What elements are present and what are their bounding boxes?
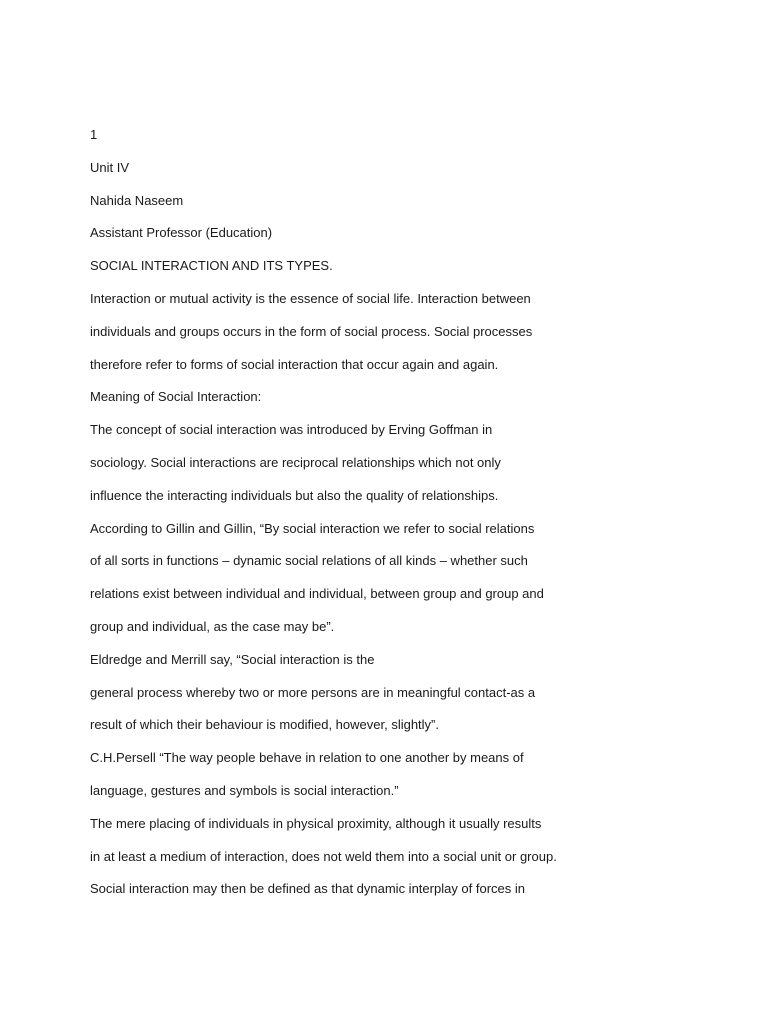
unit-heading: Unit IV xyxy=(90,159,130,175)
text-line: individuals and groups occurs in the form of social process. Social processes xyxy=(90,323,533,339)
text-line: group and individual, as the case may be”. xyxy=(90,618,335,634)
text-line: Interaction or mutual activity is the essence of social life. Interaction between xyxy=(90,290,531,306)
text-line: Eldredge and Merrill say, “Social interaction is the xyxy=(90,651,375,667)
text-line: Social interaction may then be defined as that dynamic interplay of forces in xyxy=(90,881,526,897)
text-line: According to Gillin and Gillin, “By social interaction we refer to social relations xyxy=(90,520,535,536)
text-line: language, gestures and symbols is social interaction.” xyxy=(90,782,399,798)
section-title: SOCIAL INTERACTION AND ITS TYPES. xyxy=(90,258,333,274)
document-body xyxy=(90,123,750,910)
text-line: sociology. Social interactions are reciprocal relationships which not only xyxy=(90,454,501,470)
text-line: relations exist between individual and individual, between group and group and xyxy=(90,586,544,602)
subsection-heading: Meaning of Social Interaction: xyxy=(90,389,262,405)
text-line: The mere placing of individuals in physical proximity, although it usually results xyxy=(90,815,542,831)
text-line: therefore refer to forms of social interaction that occur again and again. xyxy=(90,356,499,372)
text-line: influence the interacting individuals but also the quality of relationships. xyxy=(90,487,499,503)
text-line: The concept of social interaction was introduced by Erving Goffman in xyxy=(90,422,493,438)
text-line: general process whereby two or more persons are in meaningful contact-as a xyxy=(90,684,536,700)
text-line: result of which their behaviour is modified, however, slightly”. xyxy=(90,717,439,733)
author-title: Assistant Professor (Education) xyxy=(90,225,273,241)
text-line: of all sorts in functions – dynamic social relations of all kinds – whether such xyxy=(90,553,528,569)
text-line: C.H.Persell “The way people behave in relation to one another by means of xyxy=(90,750,524,766)
page-number: 1 xyxy=(90,127,98,142)
text-line: in at least a medium of interaction, does not weld them into a social unit or group. xyxy=(90,848,557,864)
author-name: Nahida Naseem xyxy=(90,192,184,208)
